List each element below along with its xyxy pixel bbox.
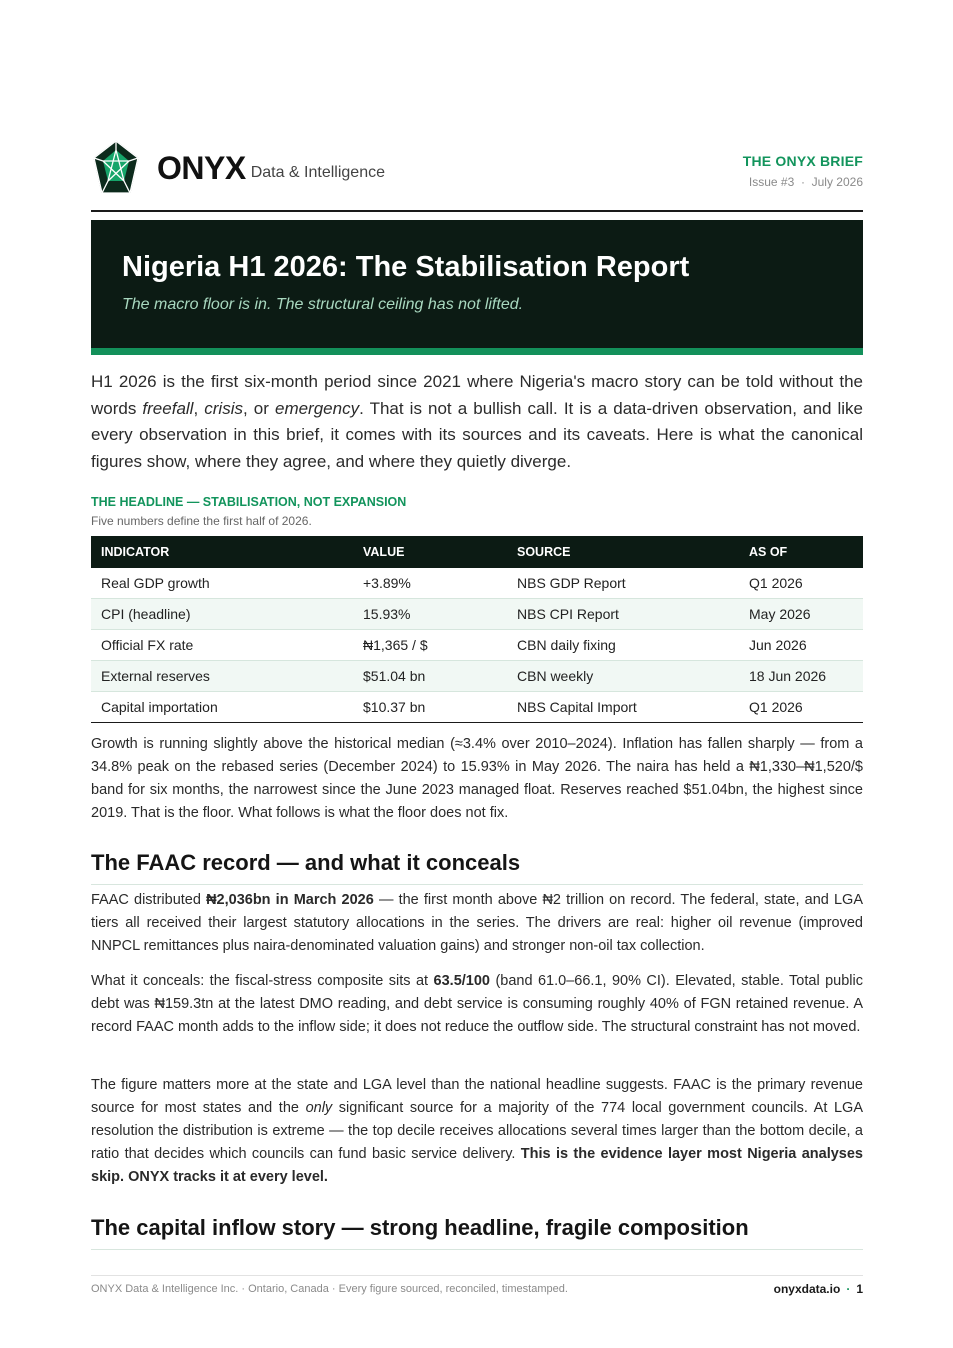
table-cell: NBS GDP Report: [507, 568, 739, 599]
table-cell: CBN daily fixing: [507, 630, 739, 661]
onyx-gem-logo-icon: [91, 138, 141, 198]
table-cell: Jun 2026: [739, 630, 863, 661]
table-cell: CPI (headline): [91, 599, 353, 630]
indicator-table: [91, 536, 863, 723]
table-row: [91, 568, 863, 599]
body-text: (band 61.0–66.1, 90% CI). Elevated, stable. Total public debt was ₦159.3tn at the latest DMO reading, and debt service is consuming roughly 40% of FGN retained revenue. A record FAAC month adds to the inflow side; it does not reduce the outflow side. The structural constraint has not moved.: [91, 973, 863, 1035]
faac-paragraph-3: [91, 1074, 863, 1189]
table-row: [91, 630, 863, 661]
body-bold: 63.5/100: [433, 973, 490, 989]
table-cell: 15.93%: [353, 599, 507, 630]
meta-separator: ·: [797, 175, 809, 189]
body-text: The figure matters more at the state and LGA level than the national headline suggests. FAAC is the primary revenue source for most states and the: [91, 1077, 863, 1116]
table-cell: CBN weekly: [507, 661, 739, 692]
body-bold: This is the evidence layer most Nigeria analyses skip. ONYX tracks it at every level.: [91, 1146, 863, 1185]
lead-paragraph: [91, 369, 863, 475]
report-subtitle: The macro floor is in. The structural ceiling has not lifted.: [122, 296, 524, 313]
table-cell: May 2026: [739, 599, 863, 630]
body-bold: ₦2,036bn in March 2026: [206, 892, 374, 908]
column-header: SOURCE: [507, 536, 739, 568]
faac-paragraph-1: [91, 889, 863, 958]
lead-text: . That is not a bullish call. It is a data-driven observation, and like every observation in this brief, it comes with its sources and its caveats. Here is what the canonical figures show, where they agree, and where they quietly diverge.: [91, 398, 863, 471]
capital-heading: The capital inflow story — strong headline, fragile composition: [91, 1215, 863, 1250]
brief-masthead: [743, 153, 863, 189]
table-cell: +3.89%: [353, 568, 507, 599]
table-cell: Capital importation: [91, 692, 353, 723]
headline-section-note: Five numbers define the first half of 2026.: [91, 514, 312, 528]
table-cell: Real GDP growth: [91, 568, 353, 599]
header-rule: [91, 210, 863, 212]
table-cell: Q1 2026: [739, 568, 863, 599]
growth-paragraph: Growth is running slightly above the historical median (≈3.4% over 2010–2024). Inflation has fallen sharply — from a 34.8% peak on the rebased series (December 2024) to 15.93% in May 2026. The naira has held a ₦1,330–₦1,520/$ band for six months, the narrowest since the June 2023 managed float. Reserves reached $51.04bn, the highest since 2019. That is the floor. What follows is what the floor does not fix.: [91, 736, 863, 821]
hero-accent-bar: [91, 348, 863, 355]
lead-text: , or: [242, 398, 275, 418]
table-cell: Official FX rate: [91, 630, 353, 661]
table-header-row: [91, 536, 863, 568]
page-number: 1: [856, 1282, 863, 1296]
lead-text: ,: [193, 398, 205, 418]
footer-separator: ·: [846, 1282, 851, 1296]
faac-paragraph-2: [91, 970, 863, 1039]
table-row: [91, 692, 863, 723]
footer-right: [774, 1282, 863, 1296]
body-text: — the first month above ₦2 trillion on record. The federal, state, and LGA tiers all received their largest statutory allocations in the series. The drivers are real: higher oil revenue (improved NNPCL remittances plus naira-denominated valuation gains) and stronger non-oil tax collection.: [91, 892, 863, 954]
brand: [91, 138, 385, 198]
hero-banner: [91, 220, 863, 348]
column-header: VALUE: [353, 536, 507, 568]
issue-number: Issue #3: [748, 175, 795, 189]
table-cell: External reserves: [91, 661, 353, 692]
brand-name: ONYX: [157, 149, 246, 186]
footer-credit: ONYX Data & Intelligence Inc. · Ontario, Canada · Every figure sourced, reconciled, timestamped.: [91, 1283, 568, 1295]
footer-site-link[interactable]: onyxdata.io: [773, 1282, 841, 1296]
table-cell: $10.37 bn: [353, 692, 507, 723]
body-text: significant source for a majority of the 774 local government councils. At LGA resolution the distribution is extreme — the top decile receives allocations several times larger than the bottom decile, a ratio that decides which councils can fund basic service delivery.: [91, 1100, 863, 1162]
body-emphasis: only: [305, 1100, 333, 1116]
issue-date: July 2026: [811, 175, 863, 189]
lead-emphasis: emergency: [274, 398, 360, 418]
body-text: What it conceals: the fiscal-stress composite sits at: [91, 973, 434, 989]
column-header: INDICATOR: [91, 536, 353, 568]
report-title: Nigeria H1 2026: The Stabilisation Report: [122, 251, 690, 283]
table-cell: $51.04 bn: [353, 661, 507, 692]
headline-section-label: THE HEADLINE — STABILISATION, NOT EXPANSION: [91, 495, 407, 509]
table-cell: 18 Jun 2026: [739, 661, 863, 692]
table-cell: NBS Capital Import: [507, 692, 739, 723]
table-row: [91, 661, 863, 692]
brief-meta: [743, 175, 863, 189]
column-header: AS OF: [739, 536, 863, 568]
table-row: [91, 599, 863, 630]
body-text: FAAC distributed: [91, 892, 207, 908]
table-cell: ₦1,365 / $: [353, 630, 507, 661]
brand-tagline: Data & Intelligence: [250, 164, 385, 181]
lead-emphasis: freefall: [142, 398, 194, 418]
brief-title: THE ONYX BRIEF: [742, 153, 863, 169]
faac-heading: The FAAC record — and what it conceals: [91, 850, 863, 885]
lead-emphasis: crisis: [204, 398, 243, 418]
table-cell: NBS CPI Report: [507, 599, 739, 630]
footer-rule: [91, 1275, 863, 1276]
lead-text: H1 2026 is the first six-month period since 2021 where Nigeria's macro story can be told without the words: [91, 372, 863, 418]
table-cell: Q1 2026: [739, 692, 863, 723]
